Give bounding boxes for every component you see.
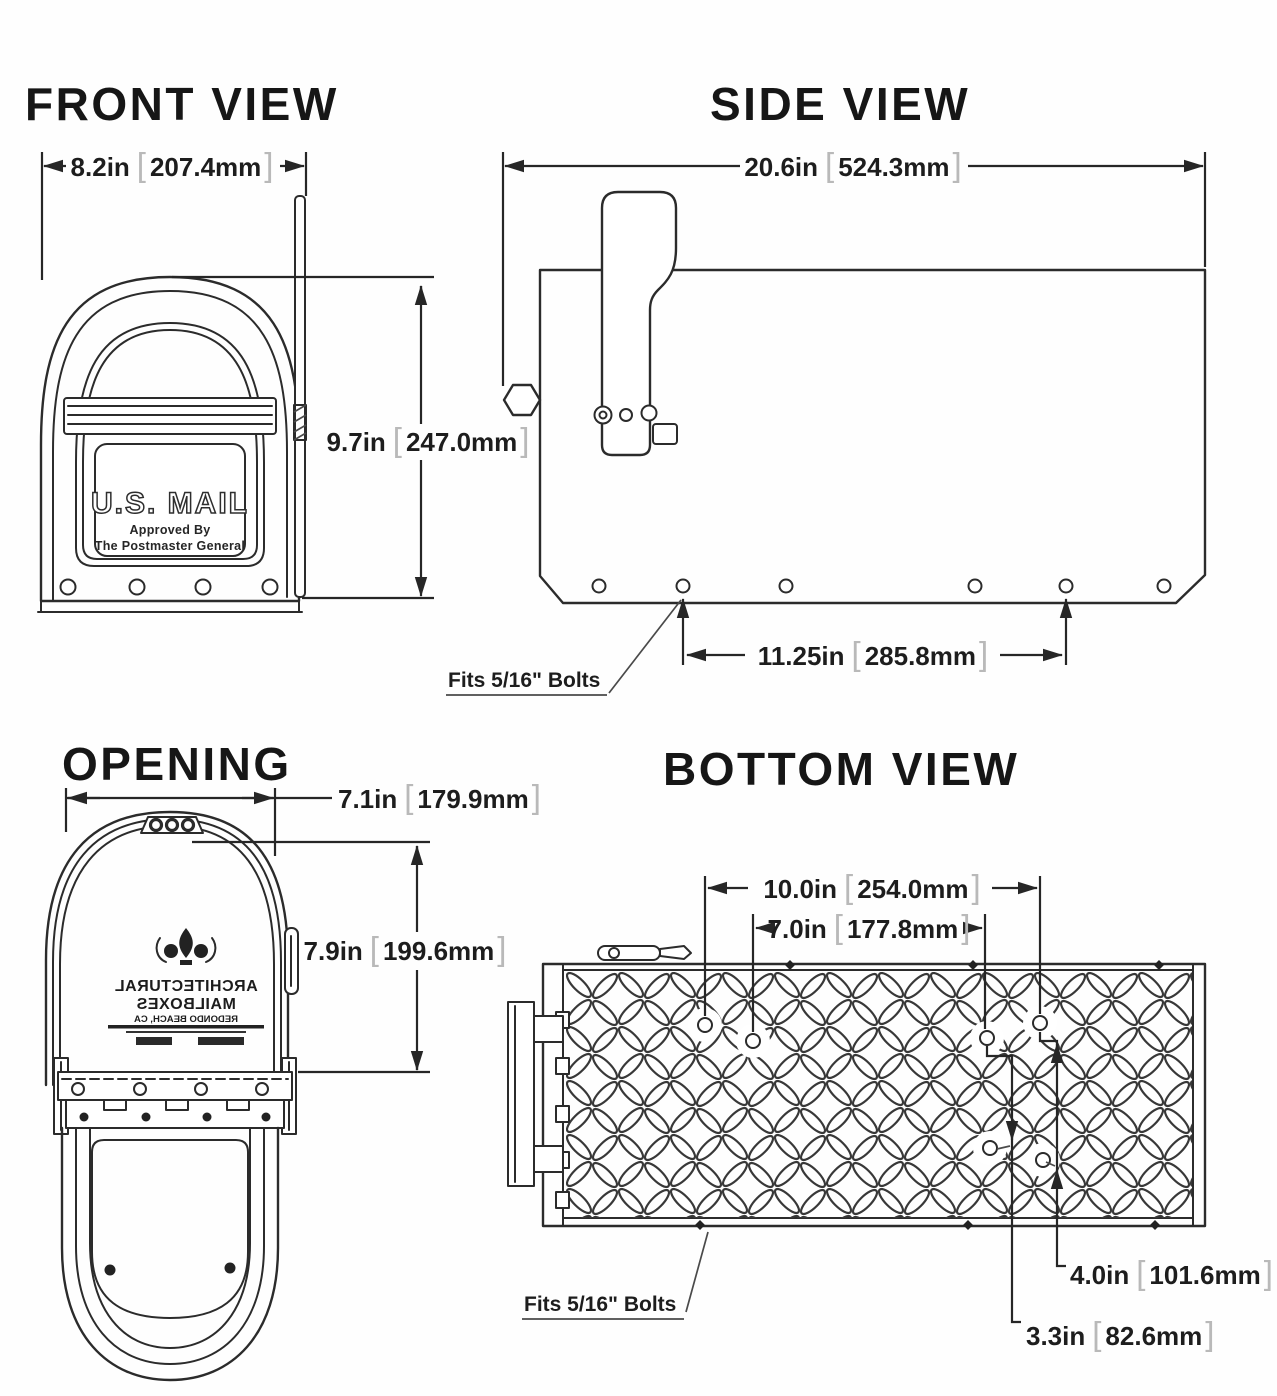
hinge-knuckle	[166, 1100, 188, 1110]
hex-bolt-icon	[504, 385, 540, 415]
brand-rule	[108, 1025, 264, 1029]
side-view	[446, 78, 1205, 695]
approved-by-text: Approved By	[129, 523, 211, 537]
bottom-view-title: BOTTOM VIEW	[663, 743, 1020, 795]
door-outer	[62, 1128, 278, 1380]
side-view-title: SIDE VIEW	[710, 78, 971, 130]
open-door	[62, 1128, 278, 1380]
opening-hinge	[54, 1058, 296, 1134]
brand-fineprint-bar	[136, 1037, 172, 1045]
bottom-bolt-note	[522, 1232, 708, 1319]
side-bolt-spacing-dimension	[683, 599, 1066, 672]
hinge-knuckle	[556, 1106, 569, 1122]
flag-hole	[642, 406, 657, 421]
bottom-offset-a-label: 4.0in [ 101.6mm]	[1070, 1254, 1273, 1291]
front-width-dimension	[42, 146, 306, 280]
flag-icon	[602, 192, 676, 455]
door-panel	[92, 1140, 248, 1318]
flange-bolt	[1154, 960, 1164, 970]
mounting-hole	[263, 580, 278, 595]
flag-pivot-hole-inner	[600, 412, 607, 419]
mounting-hole	[983, 1141, 997, 1155]
hinge-knuckle	[556, 1192, 569, 1208]
hinge-pin	[195, 1083, 207, 1095]
flange-bolt	[968, 960, 978, 970]
latch-hole	[151, 820, 162, 831]
opening-width-dim-label: 7.1in [ 179.9mm]	[338, 778, 541, 815]
hinge-rivet	[262, 1113, 271, 1122]
hinge-rivet	[80, 1113, 89, 1122]
flange-bolt	[695, 1220, 705, 1230]
brand-emblem-icon	[164, 944, 178, 958]
flag-pole-icon	[295, 196, 305, 597]
open-door-edge	[508, 1002, 534, 1186]
bottom-inner-dim-label: 7.0in [ 177.8mm]	[767, 908, 971, 945]
mounting-hole	[1036, 1153, 1050, 1167]
mounting-hole	[969, 580, 982, 593]
mounting-hole	[61, 580, 76, 595]
mounting-hole	[698, 1018, 712, 1032]
hinge-pin	[256, 1083, 268, 1095]
side-bolt-note-text: Fits 5/16" Bolts	[448, 669, 601, 692]
front-view-title: FRONT VIEW	[25, 78, 339, 130]
flag-hole	[620, 409, 632, 421]
bottom-outer-dim-label: 10.0in [ 254.0mm]	[763, 868, 981, 905]
mounting-hole	[130, 580, 145, 595]
mounting-hole	[980, 1031, 994, 1045]
mirrored-brand-block	[108, 928, 264, 1045]
bottom-bolt-note-text: Fits 5/16" Bolts	[524, 1293, 677, 1316]
brand-line2: MAILBOXES	[136, 996, 236, 1013]
front-height-dim-label: 9.7in [ 247.0mm]	[326, 421, 530, 458]
hinge-pin	[134, 1083, 146, 1095]
opening-height-dim-label: 7.9in [ 199.6mm]	[303, 930, 507, 967]
side-bolt-note	[446, 600, 681, 695]
mounting-hole	[1060, 580, 1073, 593]
side-bolt-spacing-label: 11.25in [ 285.8mm]	[757, 635, 989, 672]
brand-fineprint-bar	[198, 1037, 244, 1045]
door-rivet	[225, 1263, 236, 1274]
latch-pin	[609, 948, 619, 958]
brand-line3: REDONDO BEACH, CA	[134, 1014, 238, 1025]
mailbox-front-outline	[38, 196, 306, 612]
mounting-hole	[677, 580, 690, 593]
door-arm	[534, 1016, 563, 1042]
diamond-plate-pattern	[566, 972, 1192, 1218]
leader-line	[609, 600, 681, 693]
mounting-hole	[780, 580, 793, 593]
hinge-knuckle	[227, 1100, 249, 1110]
door-arm	[534, 1146, 563, 1172]
front-width-dim-label: 8.2in [ 207.4mm]	[70, 146, 274, 183]
front-base-lip	[38, 601, 302, 612]
brand-rule-thin	[126, 1031, 246, 1033]
mounting-hole	[746, 1034, 760, 1048]
latch-hook	[660, 946, 691, 959]
hinge-knuckle	[556, 1058, 569, 1074]
brand-emblem-base	[180, 960, 192, 965]
hinge-rivet	[142, 1113, 151, 1122]
flange-bolt	[785, 960, 795, 970]
brand-emblem-icon	[194, 944, 208, 958]
bottom-offset-b-label: 3.3in [ 82.6mm]	[1026, 1315, 1215, 1352]
opening-view	[46, 738, 541, 1380]
door-inner	[90, 1128, 250, 1348]
mounting-hole	[1033, 1016, 1047, 1030]
postmaster-text: The Postmaster General	[94, 539, 246, 553]
mailbox-bottom-outline	[508, 946, 1205, 1230]
brand-emblem-icon	[179, 928, 193, 958]
flange-bolt	[1150, 1220, 1160, 1230]
bottom-view	[508, 743, 1273, 1352]
door-rivet	[105, 1265, 116, 1276]
mounting-hole	[1158, 580, 1171, 593]
latch-lever-icon	[598, 946, 660, 960]
mounting-hole	[593, 580, 606, 593]
hinge-pin	[72, 1083, 84, 1095]
mailbox-side-outline	[504, 192, 1205, 603]
flange-bolt	[963, 1220, 973, 1230]
latch-hole	[167, 820, 178, 831]
mounting-hole	[196, 580, 211, 595]
opening-view-title: OPENING	[62, 738, 292, 790]
us-mail-text: U.S. MAIL	[91, 487, 249, 520]
flag-mount-tab	[653, 424, 677, 444]
hinge-rivet	[203, 1113, 212, 1122]
hinge-knuckle	[104, 1100, 126, 1110]
door-middle	[76, 1128, 264, 1364]
front-view	[25, 78, 529, 612]
leader-line	[686, 1232, 708, 1312]
side-length-dim-label: 20.6in [ 524.3mm]	[744, 146, 962, 183]
brand-line1: ARCHITECTURAL	[114, 978, 258, 995]
latch-hole	[183, 820, 194, 831]
